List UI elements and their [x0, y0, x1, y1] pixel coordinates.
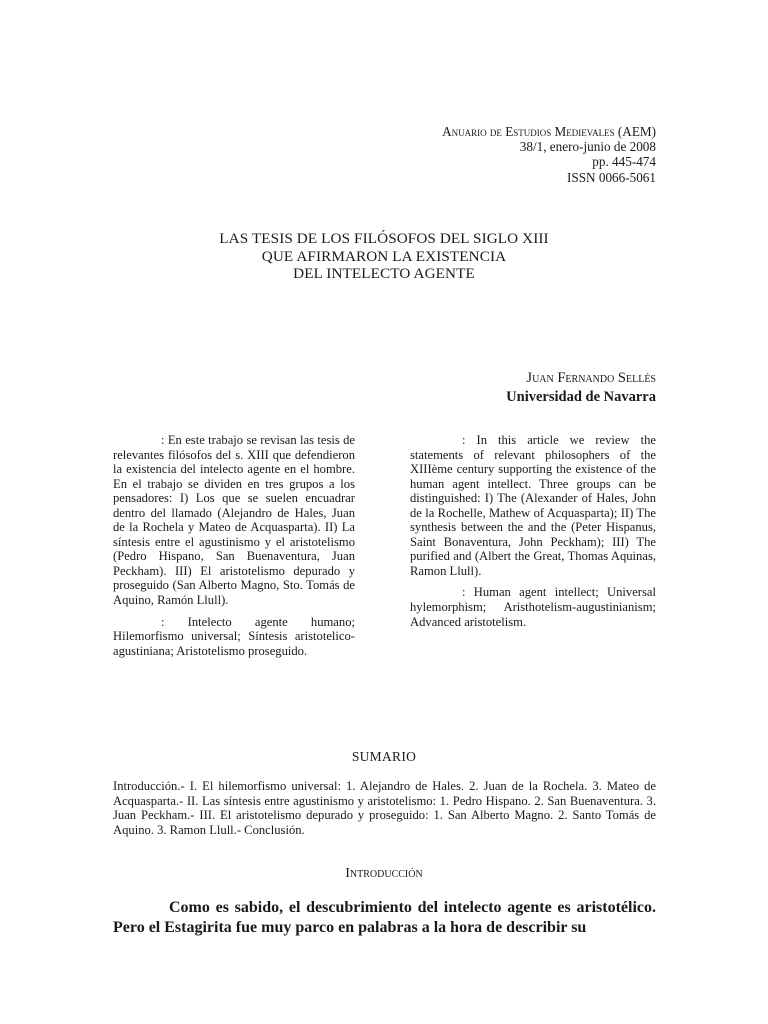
- keywords-english: [410, 585, 656, 629]
- title-line-3: DEL INTELECTO AGENTE: [293, 265, 475, 282]
- abstract-spanish: [113, 433, 355, 658]
- abstract-english-text: [410, 433, 656, 578]
- abstract-english-body: : In this article we review the statements of relevant philosophers of the XIIIème century supporting the existence of the human agent intellect. Three groups can be distinguished: I) The (Alexander of Hales, John de la Rochelle, Mathew of Acquasparta); II) The synthesis between the and the (Peter Hispanus, Saint Bonaventura, John Peckham); III) The purified and (Albert the Great, Thomas Aquinas, Ramon Llull).: [410, 433, 656, 578]
- introduction-heading: Introducción: [345, 866, 423, 881]
- introduction-paragraph: Como es sabido, el descubrimiento del intelecto agente es aristotélico. Pero el Estagirita fue muy parco en palabras a la hora de describir su: [113, 899, 656, 936]
- author-affiliation: Universidad de Navarra: [506, 389, 656, 405]
- author-block: [506, 369, 656, 407]
- article-title: [100, 230, 668, 283]
- keywords-spanish-body: : Intelecto agente humano; Hilemorfismo universal; Síntesis aristotelico-agustiniana; Aristotelismo proseguido.: [113, 614, 355, 658]
- title-line-1: LAS TESIS DE LOS FILÓSOFOS DEL SIGLO XIII: [219, 230, 549, 247]
- abstract-spanish-text: [113, 433, 355, 608]
- sumario-text: Introducción.- I. El hilemorfismo universal: 1. Alejandro de Hales. 2. Juan de la Rochela. 3. Mateo de Acquasparta.- II. Las síntesis entre agustinismo y aristotelismo: 1. Pedro Hispano. 2. San Buenaventura. 3. Juan Peckham.- III. El aristotelismo depurado y proseguido: 1. San Alberto Magno. 2. Santo Tomás de Aquino. 3. Ramon Llull.- Conclusión.: [113, 779, 656, 837]
- sumario-heading: SUMARIO: [351, 749, 417, 764]
- journal-pages: pp. 445-474: [592, 154, 656, 170]
- keywords-english-body: : Human agent intellect; Universal hylemorphism; Aristhotelism-augustinianism; Advanced aristotelism.: [410, 585, 656, 629]
- journal-name: Anuario de Estudios Medievales (AEM): [442, 124, 656, 139]
- abstract-english: [410, 433, 656, 629]
- journal-volume: 38/1, enero-junio de 2008: [519, 139, 656, 155]
- journal-issn: ISSN 0066-5061: [566, 169, 656, 185]
- title-line-2: QUE AFIRMARON LA EXISTENCIA: [261, 247, 507, 265]
- keywords-spanish: [113, 615, 355, 659]
- author-name: Juan Fernando Sellés: [526, 370, 656, 386]
- journal-header: [442, 124, 656, 185]
- abstract-spanish-body: : En este trabajo se revisan las tesis de relevantes filósofos del s. XIII que defendieron la existencia del intelecto agente en el hombre. En el trabajo se dividen en tres grupos a los pensadores: I) Los que se suelen encuadrar dentro del llamado (Alejandro de Hales, Juan de la Rochela y Mateo de Acquasparta). II) La síntesis entre el agustinismo y el aristotelismo (Pedro Hispano, San Buenaventura, Juan Peckham). III) El aristotelismo depurado y proseguido (San Alberto Magno, Sto. Tomás de Aquino, Ramón Llull).: [113, 433, 355, 608]
